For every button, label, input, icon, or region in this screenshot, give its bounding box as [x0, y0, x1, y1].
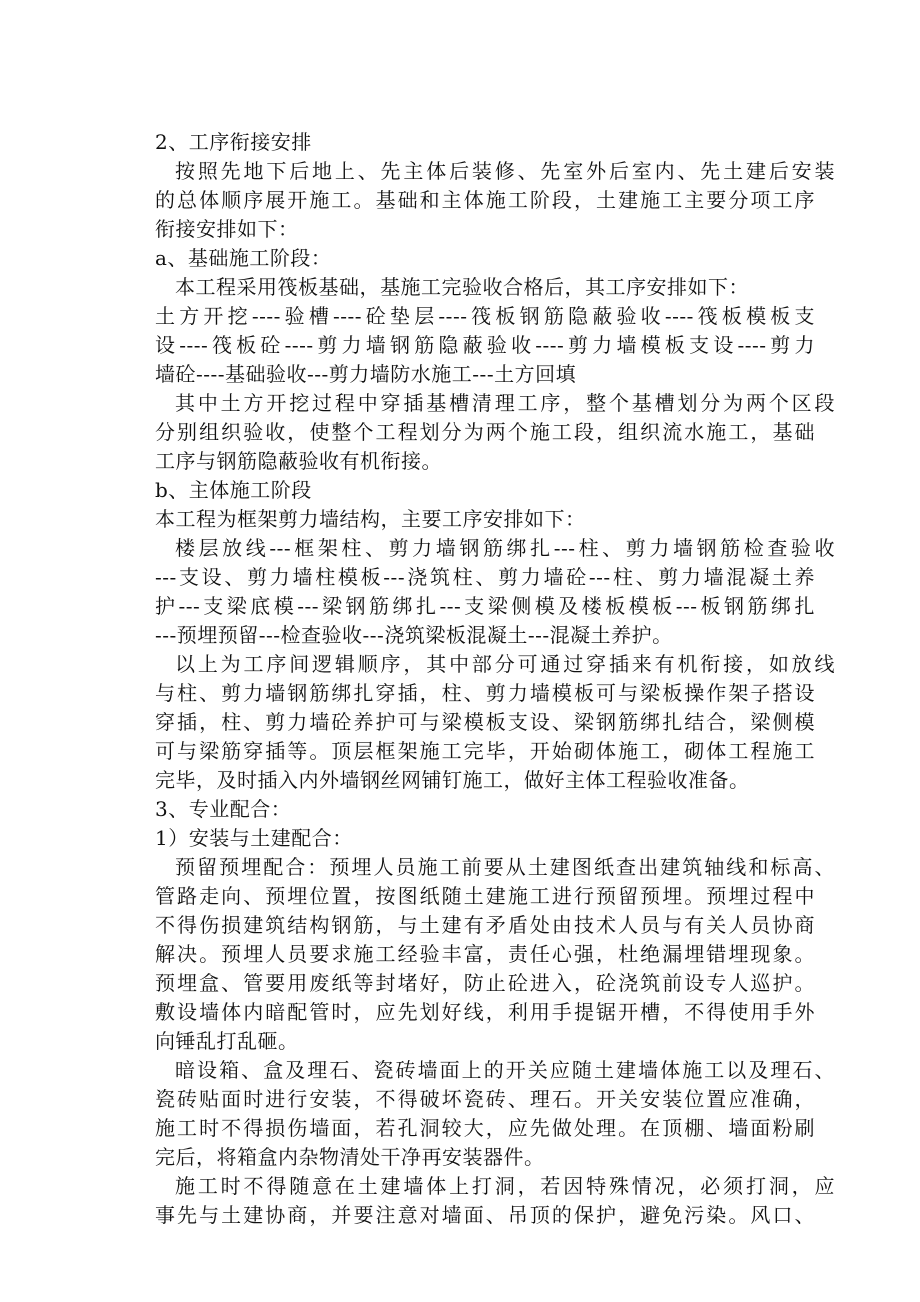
paragraph-line: 解决。预埋人员要求施工经验丰富，责任心强，杜绝漏埋错埋现象。	[155, 942, 815, 966]
paragraph-line: 施工时不得随意在土建墙体上打洞，若因特殊情况，必须打洞，应	[175, 1174, 835, 1198]
paragraph-line: 按照先地下后地上、先主体后装修、先室外后室内、先土建后安装	[175, 159, 835, 183]
paragraph-line: 完后，将箱盒内杂物清处干净再安装器件。	[155, 1145, 545, 1169]
paragraph-line: 可与梁筋穿插等。顶层框架施工完毕，开始砌体施工，砌体工程施工	[155, 739, 815, 763]
section-heading: 3、专业配合：	[155, 797, 292, 821]
paragraph-line: 以上为工序间逻辑顺序，其中部分可通过穿插来有机衔接，如放线	[175, 652, 835, 676]
section-heading: 2、工序衔接安排	[155, 130, 312, 154]
paragraph-line: 护---支梁底模---梁钢筋绑扎---支梁侧模及楼板模板---板钢筋绑扎	[155, 594, 815, 618]
paragraph-line: 穿插，柱、剪力墙砼养护可与梁模板支设、梁钢筋绑扎结合，梁侧模	[155, 710, 815, 734]
paragraph-line: ---预埋预留---检查验收---浇筑梁板混凝土---混凝土养护。	[155, 623, 673, 647]
paragraph-line: 楼层放线---框架柱、剪力墙钢筋绑扎---柱、剪力墙钢筋检查验收	[175, 536, 835, 560]
paragraph-line: 的总体顺序展开施工。基础和主体施工阶段，土建施工主要分项工序	[155, 188, 815, 212]
paragraph-line: 墙砼----基础验收---剪力墙防水施工---土方回填	[155, 362, 577, 386]
paragraph-line: 不得伤损建筑结构钢筋，与土建有矛盾处由技术人员与有关人员协商	[155, 913, 815, 937]
paragraph-line: 与柱、剪力墙钢筋绑扎穿插，柱、剪力墙模板可与梁板操作架子搭设	[155, 681, 815, 705]
paragraph-line: 预留预埋配合：预埋人员施工前要从土建图纸查出建筑轴线和标高、	[175, 855, 835, 879]
paragraph-line: 敷设墙体内暗配管时，应先划好线，利用手提锯开槽，不得使用手外	[155, 1000, 815, 1024]
paragraph-line: 其中土方开挖过程中穿插基槽清理工序，整个基槽划分为两个区段	[175, 391, 835, 415]
paragraph-line: 预埋盒、管要用废纸等封堵好，防止砼进入，砼浇筑前设专人巡护。	[155, 971, 815, 995]
paragraph-line: 本工程采用筏板基础，基施工完验收合格后，其工序安排如下：	[175, 275, 749, 299]
paragraph-line: 向锤乱打乱砸。	[155, 1029, 299, 1053]
paragraph-line: 完毕，及时插入内外墙钢丝网铺钉施工，做好主体工程验收准备。	[155, 768, 750, 792]
paragraph-line: ---支设、剪力墙柱模板---浇筑柱、剪力墙砼---柱、剪力墙混凝土养	[155, 565, 815, 589]
paragraph-line: 本工程为框架剪力墙结构，主要工序安排如下：	[155, 507, 586, 531]
paragraph-line: 施工时不得损伤墙面，若孔洞较大，应先做处理。在顶棚、墙面粉刷	[155, 1116, 815, 1140]
paragraph-line: 事先与土建协商，并要注意对墙面、吊顶的保护，避免污染。风口、	[155, 1203, 815, 1227]
subsection-heading: 1）安装与土建配合：	[155, 826, 353, 850]
paragraph-line: 暗设箱、盒及理石、瓷砖墙面上的开关应随土建墙体施工以及理石、	[175, 1058, 835, 1082]
paragraph-line: 土方开挖----验槽----砼垫层----筏板钢筋隐蔽验收----筏板模板支	[155, 304, 815, 328]
paragraph-line: 分别组织验收，使整个工程划分为两个施工段，组织流水施工，基础	[155, 420, 815, 444]
subsection-heading: b、主体施工阶段	[155, 478, 312, 502]
subsection-heading: a、基础施工阶段：	[155, 246, 332, 270]
paragraph-line: 瓷砖贴面时进行安装，不得破坏瓷砖、理石。开关安装位置应准确，	[155, 1087, 815, 1111]
paragraph-line: 设----筏板砼----剪力墙钢筋隐蔽验收----剪力墙模板支设----剪力	[155, 333, 815, 357]
paragraph-line: 工序与钢筋隐蔽验收有机衔接。	[155, 449, 442, 473]
paragraph-line: 管路走向、预埋位置，按图纸随土建施工进行预留预埋。预埋过程中	[155, 884, 815, 908]
paragraph-line: 衔接安排如下：	[155, 217, 299, 241]
